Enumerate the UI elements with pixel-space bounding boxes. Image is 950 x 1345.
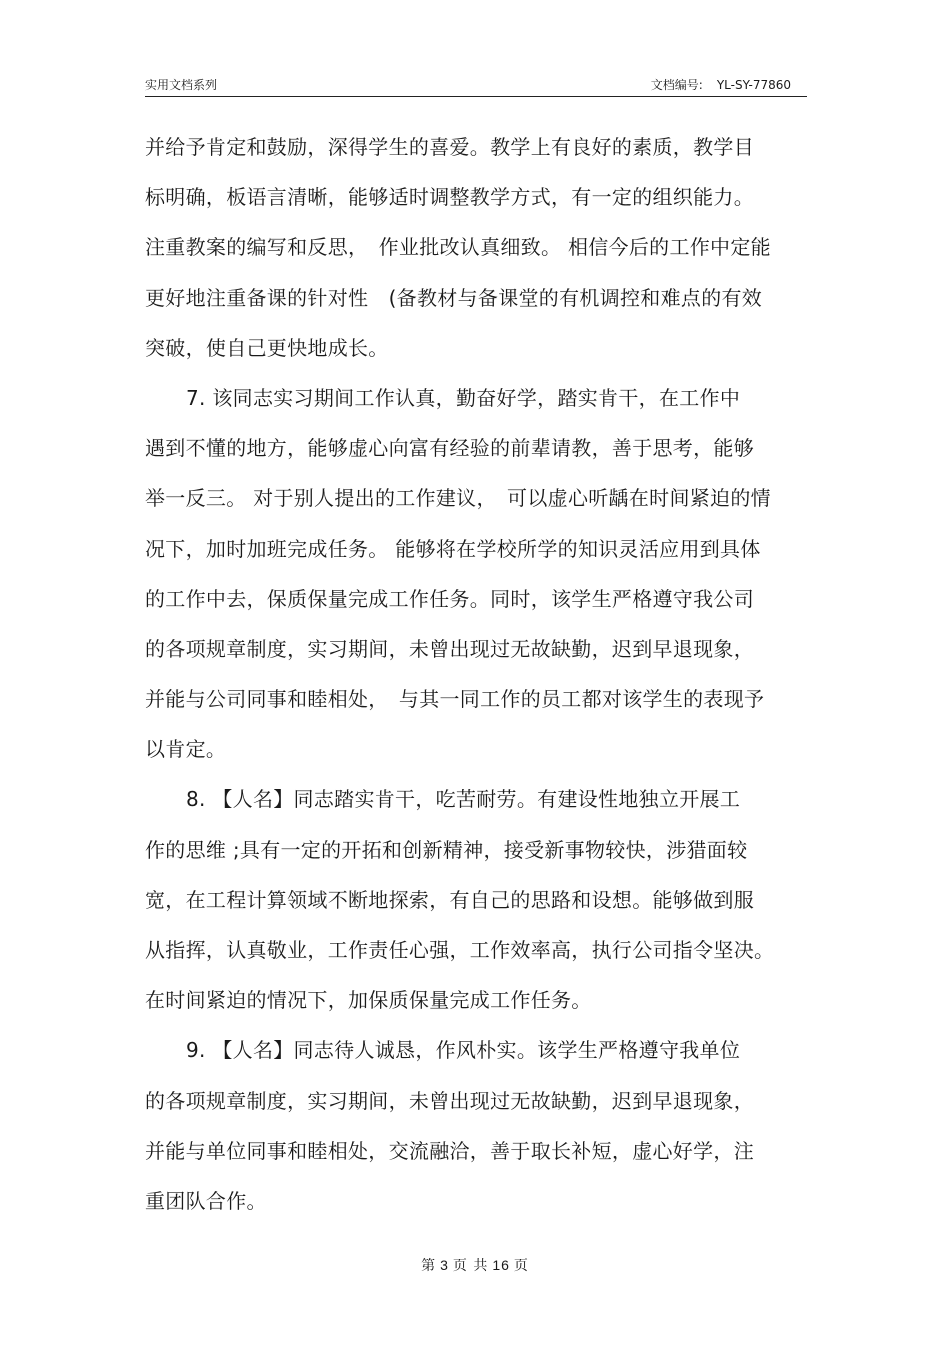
text-line: 的各项规章制度，实习期间，未曾出现过无故缺勤，迟到早退现象， — [145, 636, 754, 661]
text-line: 在时间紧迫的情况下，加保质保量完成工作任务。 — [145, 988, 592, 1013]
text-line: 标明确，板语言清晰，能够适时调整教学方式，有一定的组织能力。 — [145, 185, 754, 210]
page-middle: 页 共 — [452, 1258, 489, 1274]
text-line: 重团队合作。 — [145, 1188, 267, 1213]
page-header — [145, 74, 807, 97]
current-page-number: 3 — [440, 1257, 449, 1273]
text-line: 从指挥，认真敬业，工作责任心强，工作效率高，执行公司指令坚决。 — [145, 938, 775, 962]
text-line: 举一反三。 对于别人提出的工作建议， 可以虚心听龋在时间紧迫的情 — [145, 486, 771, 511]
text-line: 遇到不懂的地方，能够虚心向富有经验的前辈请教，善于思考，能够 — [145, 436, 754, 461]
page-prefix: 第 — [421, 1258, 437, 1274]
paragraph-8-start: 8. 【人名】同志踏实肯干，吃苦耐劳。有建设性地独立开展工 — [186, 787, 741, 812]
text-line: 并能与公司同事和睦相处， 与其一同工作的员工都对该学生的表现予 — [145, 687, 765, 712]
text-line: 的工作中去，保质保量完成工作任务。同时，该学生严格遵守我公司 — [145, 586, 754, 611]
text-line: 宽，在工程计算领域不断地探索，有自己的思路和设想。能够做到服 — [145, 887, 754, 912]
document-number — [651, 76, 791, 93]
page-footer — [0, 1255, 950, 1275]
text-line: 的各项规章制度，实习期间，未曾出现过无故缺勤，迟到早退现象， — [145, 1088, 754, 1113]
text-line: 更好地注重备课的针对性 (备教材与备课堂的有机调控和难点的有效 — [145, 285, 763, 310]
text-line: 并给予肯定和鼓励，深得学生的喜爱。教学上有良好的素质，教学目 — [145, 135, 754, 159]
text-line: 注重教案的编写和反思， 作业批改认真细致。 相信今后的工作中定能 — [145, 235, 771, 260]
paragraph-9-start: 9. 【人名】同志待人诚恳，作风朴实。该学生严格遵守我单位 — [186, 1038, 741, 1063]
series-title: 实用文档系列 — [145, 78, 218, 92]
text-line: 况下，加时加班完成任务。 能够将在学校所学的知识灵活应用到具体 — [145, 536, 761, 561]
total-page-count: 16 — [492, 1257, 510, 1273]
paragraph-7-start: 7. 该同志实习期间工作认真，勤奋好学，踏实肯干，在工作中 — [186, 385, 741, 410]
text-line: 以肯定。 — [145, 737, 227, 762]
text-line: 突破，使自己更快地成长。 — [145, 335, 389, 360]
text-line: 作的思维 ;具有一定的开拓和创新精神，接受新事物较快，涉猎面较 — [145, 837, 748, 862]
text-line: 并能与单位同事和睦相处，交流融洽，善于取长补短，虚心好学，注 — [145, 1138, 754, 1163]
document-body — [145, 122, 795, 1226]
page-suffix: 页 — [513, 1258, 529, 1274]
document-number-label: 文档编号: — [650, 78, 703, 92]
document-number-code: YL-SY-77860 — [716, 78, 791, 92]
